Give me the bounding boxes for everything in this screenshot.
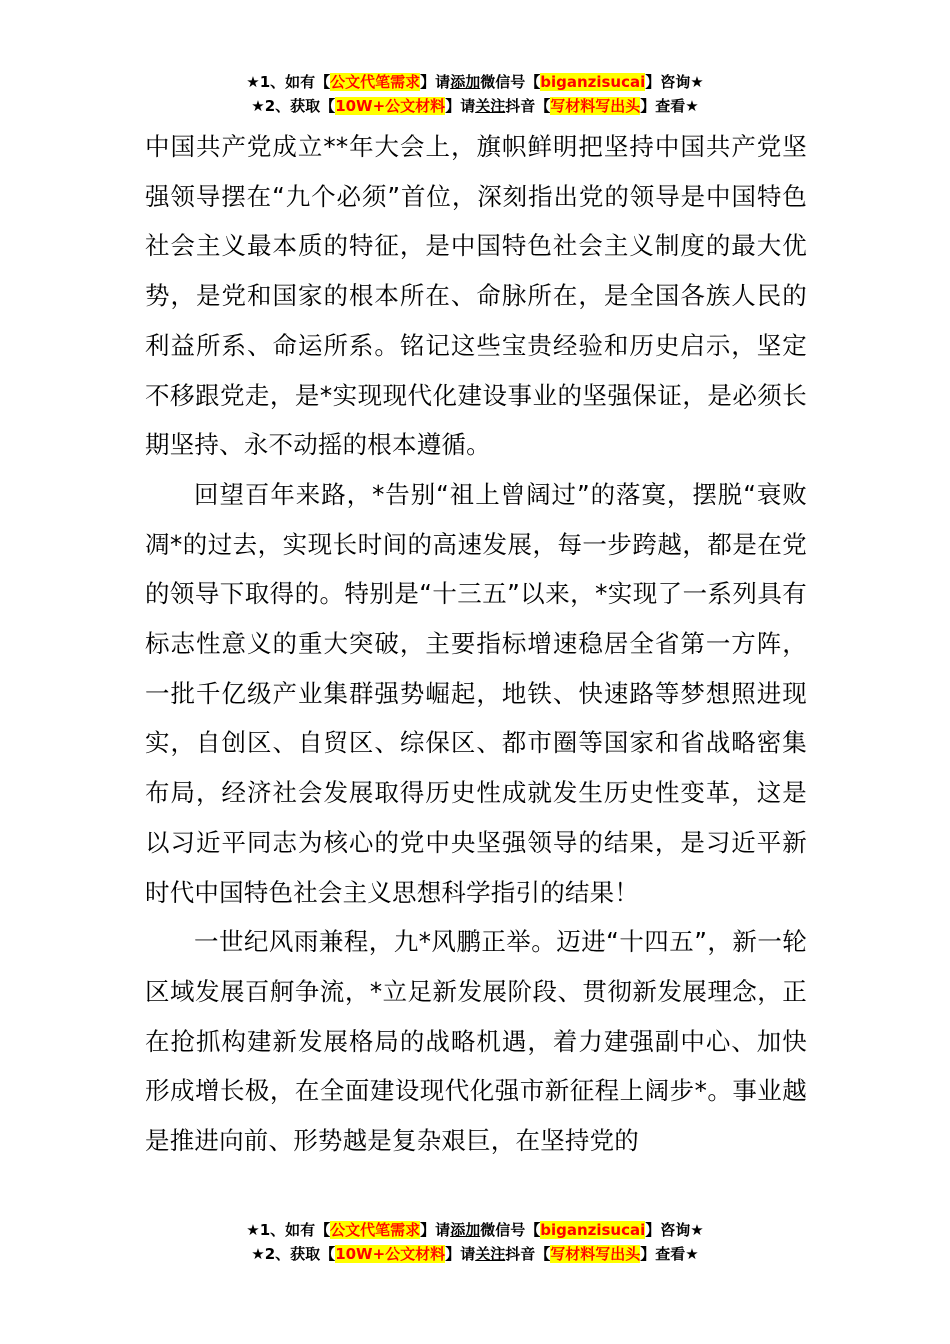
paragraph-2: 回望百年来路，*告别“祖上曾阔过”的落寞，摆脱“衰败凋*的过去，实现长时间的高速发展，每一步跨越，都是在党的领导下取得的。特别是“十三五”以来，*实现了一系列具有标志性意义的重大突破，主要指标增速稳居全省第一方阵，一批千亿级产业集群强势崛起，地铁、快速路等梦想照进现实，自创区、自贸区、综保区、都市圈等国家和省战略密集布局，经济社会发展取得历史性成就发生历史性变革，这是以习近平同志为核心的党中央坚强领导的结果，是习近平新时代中国特色社会主义思想科学指引的结果！ [145,479,807,907]
banner-text: 】咨询★ [645,73,704,91]
star-icon: ★ [246,1221,260,1239]
banner-text-underlined: 添加 [450,1221,481,1239]
star-icon: ★ [246,73,260,91]
banner-text: 微信号【 [480,1221,541,1239]
banner-text: 1、如有【 [259,73,331,91]
banner-text: 微信号【 [480,73,541,91]
banner-line-2 [0,1242,950,1266]
banner-text: 】查看★ [640,97,699,115]
banner-text-underlined: 关注 [475,1245,506,1263]
header-banner [0,70,950,118]
banner-line-1 [0,70,950,94]
banner-line-1 [0,1218,950,1242]
banner-text: 】请 [445,97,476,115]
banner-text: 】查看★ [640,1245,699,1263]
highlight-douyin-account: 写材料写出头 [550,1245,641,1263]
banner-text: 抖音【 [505,1245,551,1263]
banner-text: 2、获取【 [264,1245,336,1263]
banner-text-underlined: 关注 [475,97,506,115]
highlight-wechat-id: biganzisucai [540,73,646,91]
highlight-wechat-id: biganzisucai [540,1221,646,1239]
paragraph-3: 一世纪风雨兼程，九*风鹏正举。迈进“十四五”，新一轮区域发展百舸争流，*立足新发展阶段、贯彻新发展理念，正在抢抓构建新发展格局的战略机遇，着力建强副中心、加快形成增长极，在全面建设现代化强市新征程上阔步*。事业越是推进向前、形势越是复杂艰巨，在坚持党的 [145,927,807,1156]
highlight-materials: 10W+公文材料 [335,97,446,115]
star-icon: ★ [251,97,265,115]
banner-text: 抖音【 [505,97,551,115]
banner-line-2 [0,94,950,118]
banner-text: 】请 [420,1221,451,1239]
banner-text: 1、如有【 [259,1221,331,1239]
document-body [145,122,807,1166]
footer-banner [0,1218,950,1266]
star-icon: ★ [251,1245,265,1263]
highlight-materials: 10W+公文材料 [335,1245,446,1263]
highlight-writing-service: 公文代笔需求 [330,73,421,91]
banner-text-underlined: 添加 [450,73,481,91]
banner-text: 2、获取【 [264,97,336,115]
banner-text: 】请 [420,73,451,91]
highlight-writing-service: 公文代笔需求 [330,1221,421,1239]
banner-text: 】请 [445,1245,476,1263]
banner-text: 】咨询★ [645,1221,704,1239]
highlight-douyin-account: 写材料写出头 [550,97,641,115]
paragraph-1: 中国共产党成立**年大会上，旗帜鲜明把坚持中国共产党坚强领导摆在“九个必须”首位，深刻指出党的领导是中国特色社会主义最本质的特征，是中国特色社会主义制度的最大优势，是党和国家的根本所在、命脉所在，是全国各族人民的利益所系、命运所系。铭记这些宝贵经验和历史启示，坚定不移跟党走，是*实现现代化建设事业的坚强保证，是必须长期坚持、永不动摇的根本遵循。 [145,132,807,460]
